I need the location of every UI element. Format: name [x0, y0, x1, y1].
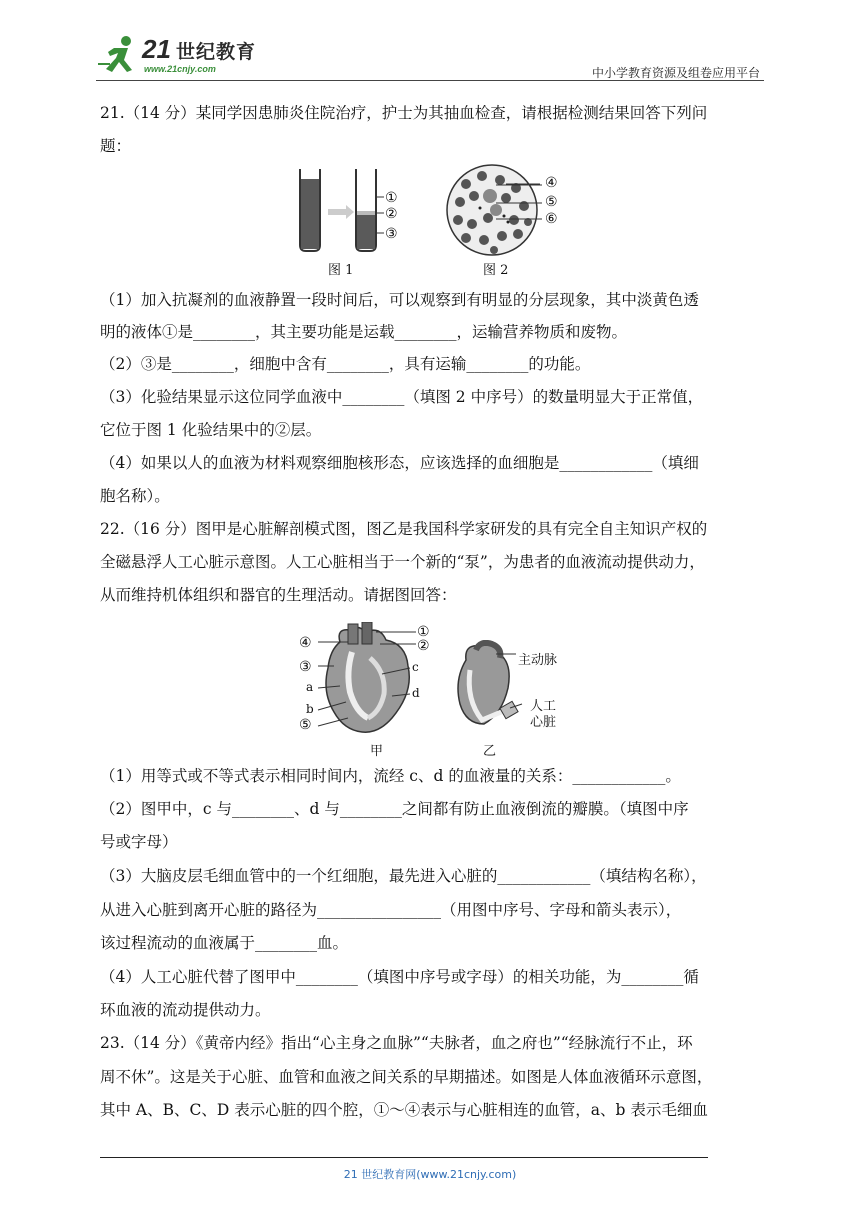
q22-figure-jia-heart: [296, 622, 436, 740]
q21-part1-line1: （1）加入抗凝剂的血液静置一段时间后，可以观察到有明显的分层现象，其中淡黄色透: [100, 291, 699, 309]
q22-stem-line2: 全磁悬浮人工心脏示意图。人工心脏相当于一个新的“泵”，为患者的血液流动提供动力，: [100, 553, 705, 571]
logo-url: www.21cnjy.com: [144, 64, 216, 74]
footer-link[interactable]: 21 世纪教育网(www.21cnjy.com): [343, 1168, 517, 1181]
q23-stem-line2: 周不休”。这是关于心脏、血管和血液之间关系的早期描述。如图是人体血液循环示意图，: [100, 1068, 713, 1086]
fig2-label-6: ⑥: [545, 211, 558, 227]
q21-part1-line2: 明的液体①是________，其主要功能是运载________，运输营养物质和废物。: [100, 323, 628, 341]
q22-part4-line2: 环血液的流动提供动力。: [100, 1001, 271, 1019]
q21-stem-line2: 题：: [100, 137, 132, 155]
q22-part3-line3: 该过程流动的血液属于________血。: [100, 934, 349, 952]
q22-part2-line1: （2）图甲中，c 与________、d 与________之间都有防止血液倒流的瓣膜。（填图中序: [100, 800, 689, 818]
fig-yi-label-artificial: 人工: [530, 699, 557, 714]
test-tube-whole-blood: [300, 169, 320, 251]
fig-jia-label-3: ③: [299, 659, 312, 675]
fig2-label-5: ⑤: [545, 194, 558, 210]
header-divider: [96, 80, 764, 81]
fig-jia-label-5: ⑤: [299, 717, 312, 733]
logo-number: 21: [142, 34, 171, 64]
fig2-leader-lines: [496, 176, 546, 226]
fig-yi-label-aorta: 主动脉: [518, 653, 558, 668]
fig-jia-caption: 甲: [370, 744, 384, 759]
q21-part3-line2: 它位于图 1 化验结果中的②层。: [100, 421, 322, 439]
fig-jia-label-d: d: [412, 686, 420, 700]
fig-jia-label-b: b: [306, 702, 314, 716]
test-tube-separated: [356, 169, 376, 251]
site-logo: [96, 34, 266, 76]
fig2-label-4: ④: [545, 175, 558, 191]
q23-stem-line3: 其中 A、B、C、D 表示心脏的四个腔，①～④表示与心脏相连的血管，a、b 表示毛细血: [100, 1101, 708, 1119]
q22-stem-line3: 从而维持机体组织和器官的生理活动。请据图回答：: [100, 586, 457, 604]
q22-part1-line1: （1）用等式或不等式表示相同时间内，流经 c、d 的血液量的关系：____________。: [100, 767, 681, 785]
q22-stem-line1: 22.（16 分）图甲是心脏解剖模式图，图乙是我国科学家研发的具有完全自主知识产权的: [100, 520, 708, 538]
footer-divider: [100, 1157, 708, 1158]
q21-stem-line1: 21.（14 分）某同学因患肺炎住院治疗，护士为其抽血检查，请根据检测结果回答下列问: [100, 104, 708, 122]
q22-part2-line2: 号或字母）: [100, 833, 178, 851]
q21-part3-line1: （3）化验结果显示这位同学血液中________（填图 2 中序号）的数量明显大于正常值，: [100, 388, 704, 406]
fig-jia-label-c: c: [412, 660, 419, 674]
fig-jia-label-1: ①: [417, 624, 430, 640]
page-header: [96, 28, 764, 80]
q23-stem-line1: 23.（14 分）《黄帝内经》指出“心主身之血脉”“夫脉者，血之府也”“经脉流行不止，环: [100, 1034, 693, 1052]
fig1-label-3: ③: [385, 226, 398, 242]
fig-jia-label-4: ④: [299, 635, 312, 651]
fig1-label-1: ①: [385, 190, 398, 206]
fig1-caption: 图 1: [328, 263, 354, 278]
q22-part3-line1: （3）大脑皮层毛细血管中的一个红细胞，最先进入心脏的____________（填结构名称），: [100, 867, 707, 885]
fig1-label-2: ②: [385, 206, 398, 222]
fig-jia-label-2: ②: [417, 638, 430, 654]
fig2-caption: 图 2: [483, 263, 509, 278]
fig-yi-label-heart: 心脏: [530, 715, 557, 730]
q22-figure-yi-artificial-heart: [446, 640, 526, 730]
q21-part2-line1: （2）③是________，细胞中含有________，具有运输________的功能。: [100, 355, 591, 373]
fig-jia-label-a: a: [306, 680, 314, 694]
q21-part4-line2: 胞名称）。: [100, 487, 170, 505]
fig-yi-caption: 乙: [483, 744, 497, 759]
q22-part3-line2: 从进入心脏到离开心脏的路径为________________（用图中序号、字母和箭头表示），: [100, 901, 682, 919]
runner-icon: [96, 34, 142, 76]
logo-text: 世纪教育: [176, 41, 257, 63]
q22-part4-line1: （4）人工心脏代替了图甲中________（填图中序号或字母）的相关功能，为________循: [100, 968, 699, 986]
header-tagline: 中小学教育资源及组卷应用平台: [591, 66, 760, 80]
arrow-icon: [328, 205, 354, 219]
q21-part4-line1: （4）如果以人的血液为材料观察细胞核形态，应该选择的血细胞是____________（填细: [100, 454, 699, 472]
